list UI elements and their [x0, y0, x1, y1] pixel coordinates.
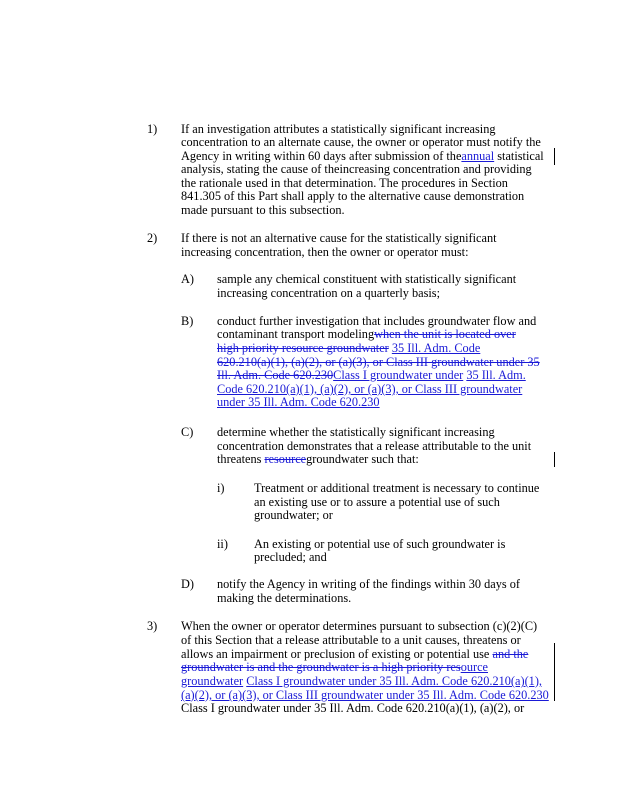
- item-2b-label: B): [181, 314, 194, 328]
- text: increasing concentration and providing: [339, 162, 532, 176]
- item-2b-line: [217, 369, 526, 382]
- inserted-text: annual: [461, 149, 495, 163]
- deleted-text: when the unit is located over: [374, 327, 516, 341]
- item-2c-label: C): [181, 425, 194, 439]
- item-2d-label: D): [181, 577, 194, 591]
- item-1-line: the rationale used in that determination. The procedures in Section: [181, 176, 508, 190]
- item-2b-line: conduct further investigation that includes groundwater flow and: [217, 314, 537, 328]
- deleted-text: and the: [492, 647, 529, 661]
- inserted-text: under 35 Ill. Adm. Code 620.230: [217, 395, 380, 409]
- deleted-text: Ill. Adm. Code 620.230: [217, 368, 334, 382]
- item-2-line: increasing concentration, then the owner or operator must:: [181, 245, 469, 259]
- deleted-text: 620.210(a)(1), (a)(2), or (a)(3), or Class III groundwater under 35: [217, 355, 540, 369]
- text: analysis, stating the cause of the: [181, 162, 340, 176]
- item-1-line: If an investigation attributes a statistically significant increasing: [181, 122, 496, 136]
- text: a release attributable to a unit causes, threatens or: [276, 633, 521, 647]
- item-1-line: concentration to an alternate cause, the owner or operator must notify the: [181, 135, 541, 149]
- item-3-number: 3): [147, 619, 158, 633]
- item-1-line: made pursuant to this subsection.: [181, 203, 345, 217]
- inserted-text: Class I groundwater under: [333, 368, 464, 382]
- item-1-number: 1): [147, 122, 158, 136]
- item-1-line: [181, 163, 532, 176]
- text: allows an impairment or: [181, 647, 301, 661]
- item-2c-i-line: groundwater; or: [254, 508, 333, 522]
- change-bar: [554, 643, 555, 701]
- text: for the statistically significant: [350, 231, 497, 245]
- item-3-line: Class I groundwater under 35 Ill. Adm. Code 620.210(a)(1), (a)(2), or: [181, 701, 525, 715]
- text: Agency in writing within 60 days after submission of the: [181, 149, 462, 163]
- item-2c-line: determine whether the statistically significant increasing: [217, 425, 495, 439]
- item-2a-line: [217, 287, 440, 300]
- item-2c-ii-line: An existing or potential use of such groundwater is: [254, 537, 506, 551]
- item-2c-line: [217, 453, 419, 466]
- item-2-number: 2): [147, 231, 158, 245]
- item-3-line: When the owner or operator determines pursuant to subsection (c)(2)(C): [181, 619, 538, 633]
- text: threatens: [217, 452, 262, 466]
- item-2-line: [181, 232, 497, 245]
- inserted-text: (a)(2), or (a)(3), or Class III groundwater under 35 Ill. Adm. Code 620.230: [181, 688, 549, 702]
- text: preclusion of existing or potential use: [303, 647, 490, 661]
- inserted-text: Class I groundwater under 35 Ill. Adm. Code 620.210(a)(1),: [246, 674, 542, 688]
- inserted-text: ource: [460, 660, 488, 674]
- deleted-text: high priority resource groundwater: [217, 341, 389, 355]
- item-2d-line: notify the Agency in writing of the findings within 30 days of: [217, 577, 520, 591]
- text: statistical: [497, 149, 544, 163]
- item-2b-line: [217, 342, 480, 355]
- item-2c-i-line: an existing use or to assure a potential use of such: [254, 495, 500, 509]
- text: contaminant transport modeling: [217, 327, 375, 341]
- item-2c-i-label: i): [217, 481, 225, 495]
- item-2b-line: [217, 396, 380, 409]
- text: If there is not an alternative cause: [181, 231, 347, 245]
- text: increasing concentration on a quarterly: [217, 286, 409, 300]
- inserted-text: 35 Ill. Adm. Code: [391, 341, 481, 355]
- text: groundwater such that:: [306, 452, 419, 466]
- item-2c-line: concentration demonstrates that a release attributable to the unit: [217, 439, 532, 453]
- item-3-line: [181, 675, 542, 688]
- item-2a-line: sample any chemical constituent with statistically significant: [217, 272, 517, 286]
- text: basis;: [411, 286, 440, 300]
- item-2d-line: making the determinations.: [217, 591, 352, 605]
- change-bar: [554, 452, 555, 467]
- text: of this Section that: [181, 633, 274, 647]
- item-2b-line: [217, 328, 516, 341]
- inserted-text: Code 620.210(a)(1), (a)(2), or (a)(3), or Class III groundwater: [217, 382, 523, 396]
- item-3-line: [181, 634, 521, 647]
- change-bar: [554, 148, 555, 165]
- deleted-text: groundwater is and the groundwater is a high priority res: [181, 660, 461, 674]
- deleted-text: resource: [264, 452, 307, 466]
- inserted-text: groundwater: [181, 674, 244, 688]
- item-2c-i-line: Treatment or additional treatment is necessary to continue: [254, 481, 540, 495]
- item-2a-label: A): [181, 272, 194, 286]
- item-1-line: 841.305 of this Part shall apply to the alternative cause demonstration: [181, 189, 525, 203]
- item-2c-ii-label: ii): [217, 537, 228, 551]
- item-3-line: [181, 661, 488, 674]
- inserted-text: 35 Ill. Adm.: [466, 368, 526, 382]
- item-2c-ii-line: precluded; and: [254, 550, 327, 564]
